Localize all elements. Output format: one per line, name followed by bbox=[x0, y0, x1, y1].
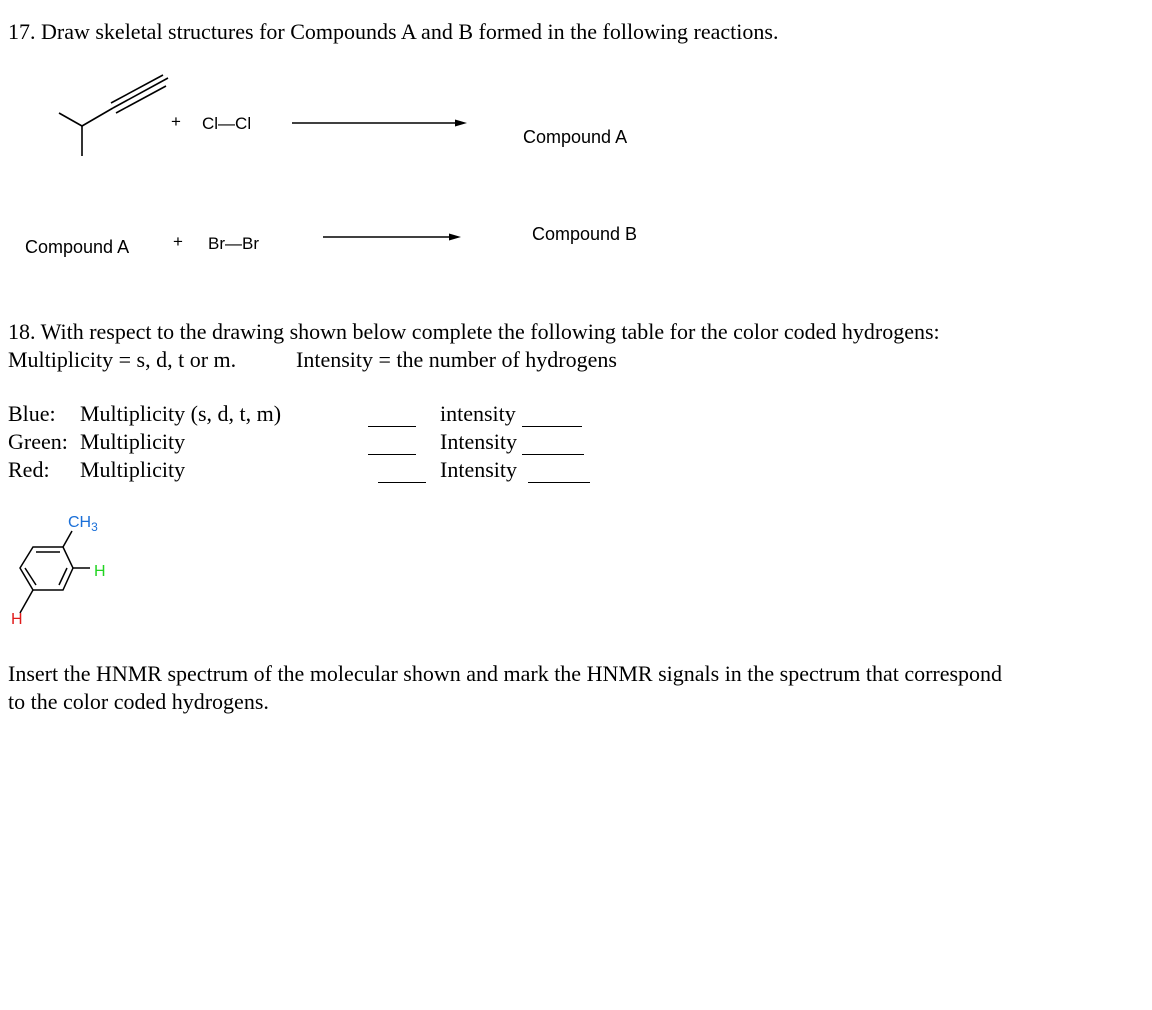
green-intensity-blank[interactable] bbox=[522, 454, 584, 455]
blue-intensity-blank[interactable] bbox=[522, 426, 582, 427]
row-green-color-label: Green: bbox=[8, 429, 68, 454]
reaction-arrow-2 bbox=[323, 232, 473, 242]
row-red-intensity-label: Intensity bbox=[440, 457, 517, 482]
alkyne-structure bbox=[55, 75, 175, 165]
reactant-compound-a: Compound A bbox=[25, 237, 130, 257]
plus-sign-1: + bbox=[171, 112, 181, 131]
reagent-br2: Br—Br bbox=[208, 234, 259, 253]
insert-spectrum-instruction-line2: to the color coded hydrogens. bbox=[8, 689, 269, 714]
plus-sign-2: + bbox=[173, 232, 183, 251]
row-blue-color-label: Blue: bbox=[8, 401, 56, 426]
row-blue-multiplicity-label: Multiplicity (s, d, t, m) bbox=[80, 401, 282, 426]
green-multiplicity-blank[interactable] bbox=[368, 454, 416, 455]
row-blue-intensity-label: intensity bbox=[440, 401, 516, 426]
ch3-text: $CH_3$ bbox=[68, 514, 98, 535]
product-compound-a: Compound A bbox=[523, 127, 628, 147]
reagent-cl2: Cl—Cl bbox=[202, 114, 252, 133]
row-green-intensity-label: Intensity bbox=[440, 429, 517, 454]
h-label-green: H bbox=[94, 563, 106, 580]
multiplicity-definition: Multiplicity = s, d, t or m. bbox=[8, 347, 237, 372]
insert-spectrum-instruction-line1: Insert the HNMR spectrum of the molecular shown and mark the HNMR signals in the spectrum that correspond bbox=[8, 661, 1003, 686]
reaction-arrow-1 bbox=[292, 118, 472, 128]
ch3-label-blue bbox=[68, 514, 98, 534]
row-red-multiplicity-label: Multiplicity bbox=[80, 457, 186, 482]
row-green-multiplicity-label: Multiplicity bbox=[80, 429, 186, 454]
red-multiplicity-blank[interactable] bbox=[378, 482, 426, 483]
q18-instruction: 18. With respect to the drawing shown below complete the following table for the color coded hydrogens: bbox=[8, 319, 940, 344]
q17-title: 17. Draw skeletal structures for Compounds A and B formed in the following reactions. bbox=[8, 19, 779, 44]
blue-multiplicity-blank[interactable] bbox=[368, 426, 416, 427]
ch3-subscript: 3 bbox=[91, 520, 98, 535]
row-red-color-label: Red: bbox=[8, 457, 50, 482]
product-compound-b: Compound B bbox=[532, 224, 638, 244]
h-label-red: H bbox=[11, 611, 23, 628]
intensity-definition: Intensity = the number of hydrogens bbox=[296, 347, 617, 372]
red-intensity-blank[interactable] bbox=[528, 482, 590, 483]
